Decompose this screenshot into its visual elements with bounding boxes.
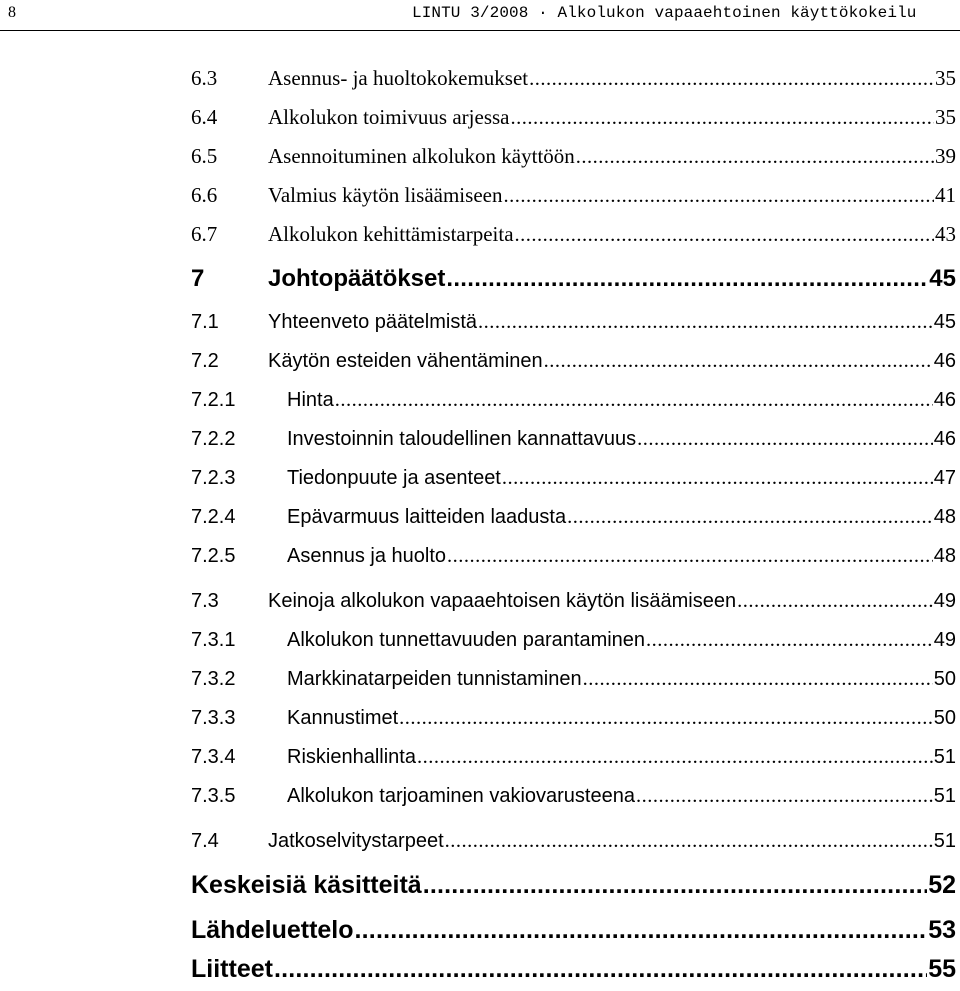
toc-entry-title: Asennus ja huolto [287,545,447,567]
toc-entry-page: 35 [935,66,956,90]
toc-entry-title: Valmius käytön lisäämiseen [268,183,503,207]
toc-entry[interactable] [191,746,956,782]
toc-entry-page: 48 [933,545,956,567]
page-header [0,0,960,31]
toc-entry-title: Käytön esteiden vähentäminen [268,350,543,372]
dot-leader [646,629,933,652]
dot-leader [636,785,933,808]
toc-entry-number: 7.2.2 [191,428,236,450]
toc-entry-number: 6.7 [191,222,218,246]
toc-entry-page: 46 [933,389,956,411]
toc-entry-title: Johtopäätökset [268,265,446,292]
toc-entry-title: Jatkoselvitystarpeet [268,830,444,852]
toc-entry[interactable] [191,830,956,866]
dot-leader [417,746,933,769]
toc-entry-title: Investoinnin taloudellinen kannattavuus [287,428,637,450]
toc-entry[interactable] [191,545,956,581]
toc-entry-title: Alkolukon toimivuus arjessa [268,105,510,129]
toc-entry[interactable] [191,144,956,180]
dot-leader [274,955,927,984]
toc-entry-page: 50 [933,707,956,729]
toc-entry-title: Alkolukon tunnettavuuden parantaminen [287,629,646,651]
toc-entry-page: 45 [933,311,956,333]
toc-entry-title: Lähdeluettelo [191,916,354,944]
dot-leader [445,830,933,853]
toc-entry[interactable] [191,105,956,141]
toc-entry-title: Alkolukon kehittämistarpeita [268,222,514,246]
toc-entry-page: 41 [935,183,956,207]
toc-entry-number: 7.3.2 [191,668,236,690]
dot-leader [544,350,933,373]
toc-entry-number: 7.2.4 [191,506,236,528]
dot-leader [583,668,933,691]
toc-entry[interactable] [191,785,956,821]
toc-entry-title: Riskienhallinta [287,746,416,768]
toc-section-entry[interactable] [191,916,956,952]
toc-entry-number: 7.4 [191,830,219,852]
dot-leader [576,146,934,169]
toc-entry[interactable] [191,183,956,219]
toc-entry-page: 52 [928,871,956,899]
toc-section-entry[interactable] [191,871,956,907]
dot-leader [503,185,934,208]
dot-leader [567,506,933,529]
toc-entry-page: 55 [928,955,956,983]
toc-entry-page: 51 [933,746,956,768]
toc-entry[interactable] [191,467,956,503]
toc-entry[interactable] [191,590,956,626]
toc-entry[interactable] [191,428,956,464]
dot-leader [446,265,928,293]
toc-entry[interactable] [191,350,956,386]
toc-entry-title: Keinoja alkolukon vapaaehtoisen käytön lisäämiseen [268,590,737,612]
toc-entry-title: Keskeisiä käsitteitä [191,871,422,899]
toc-entry-page: 51 [933,830,956,852]
toc-entry-page: 49 [933,590,956,612]
toc-entry-number: 7.3.4 [191,746,236,768]
toc-entry[interactable] [191,311,956,347]
toc-entry-page: 45 [929,265,956,292]
toc-entry-page: 50 [933,668,956,690]
toc-entry[interactable] [191,707,956,743]
toc-entry[interactable] [191,506,956,542]
toc-entry-title: Asennus- ja huoltokokemukset [268,66,529,90]
dot-leader [529,68,934,91]
toc-entry-number: 6.3 [191,66,218,90]
toc-chapter-entry[interactable] [191,265,956,301]
toc-entry-number: 7.1 [191,311,219,333]
toc-entry-title: Asennoituminen alkolukon käyttöön [268,144,575,168]
toc-entry[interactable] [191,222,956,258]
dot-leader [637,428,933,451]
dot-leader [510,107,934,130]
toc-entry-number: 7.3.1 [191,629,236,651]
dot-leader [515,224,934,247]
toc-entry-page: 35 [935,105,956,129]
toc-entry-number: 7.2.3 [191,467,236,489]
toc-entry-title: Epävarmuus laitteiden laadusta [287,506,567,528]
dot-leader [355,916,928,945]
toc-entry-number: 7.2.5 [191,545,236,567]
dot-leader [447,545,933,568]
dot-leader [502,467,933,490]
toc-entry-number: 6.6 [191,183,218,207]
dot-leader [399,707,933,730]
toc-entry[interactable] [191,629,956,665]
toc-entry-title: Markkinatarpeiden tunnistaminen [287,668,582,690]
dot-leader [737,590,933,613]
toc-entry-page: 53 [928,916,956,944]
toc-entry-number: 7 [191,265,205,292]
toc-section-entry[interactable] [191,955,956,991]
toc-entry-number: 6.4 [191,105,218,129]
toc-entry-title: Hinta [287,389,334,411]
toc-entry-page: 49 [933,629,956,651]
toc-entry-number: 7.3.5 [191,785,236,807]
toc-entry[interactable] [191,66,956,102]
toc-entry-page: 48 [933,506,956,528]
toc-entry-title: Tiedonpuute ja asenteet [287,467,501,489]
page-number: 8 [8,4,16,21]
toc-entry-page: 43 [935,222,956,246]
dot-leader [335,389,933,412]
toc-entry-title: Liitteet [191,955,273,983]
toc-entry-title: Yhteenveto päätelmistä [268,311,478,333]
toc-entry[interactable] [191,668,956,704]
toc-entry-page: 46 [933,428,956,450]
toc-entry-number: 7.2.1 [191,389,236,411]
toc-entry[interactable] [191,389,956,425]
dot-leader [423,871,927,900]
running-title: LINTU 3/2008 · Alkolukon vapaaehtoinen käyttökokeilu [412,4,917,22]
dot-leader [478,311,933,334]
toc-entry-number: 6.5 [191,144,218,168]
toc-entry-title: Alkolukon tarjoaminen vakiovarusteena [287,785,635,807]
toc-entry-title: Kannustimet [287,707,399,729]
toc-entry-page: 46 [933,350,956,372]
toc-entry-page: 47 [933,467,956,489]
toc-entry-page: 51 [933,785,956,807]
toc-entry-number: 7.3 [191,590,219,612]
toc-entry-number: 7.3.3 [191,707,236,729]
toc-entry-page: 39 [935,144,956,168]
toc-entry-number: 7.2 [191,350,219,372]
